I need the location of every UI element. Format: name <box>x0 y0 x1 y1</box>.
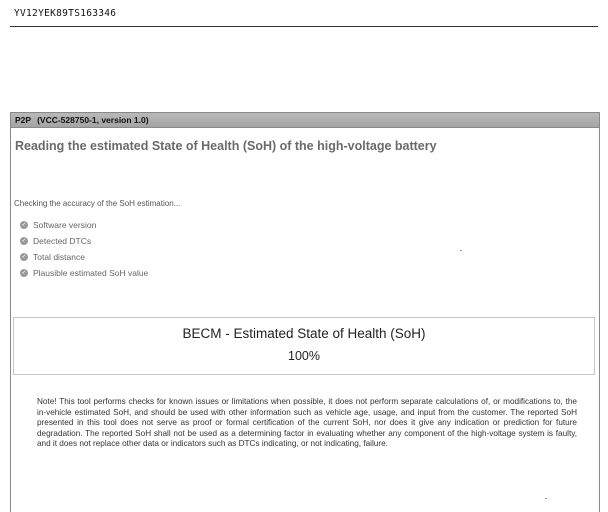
check-circle-icon: ✓ <box>21 238 27 244</box>
check-item <box>20 233 599 249</box>
soh-result-value: 100% <box>288 349 320 363</box>
check-circle-icon: ✓ <box>21 270 27 276</box>
check-item <box>20 265 599 281</box>
soh-result-box <box>13 317 595 375</box>
panel-header-ref: (VCC-528750-1, version 1.0) <box>37 115 149 125</box>
check-item-label: Total distance <box>33 252 85 262</box>
disclaimer-note: Note! This tool performs checks for known issues or limitations when possible, it does not perform separate calculations of, or modifications to, the in-vehicle estimated SoH, and should be used with other information such as vehicle age, usage, and input from the customer. The reported SoH presented in this tool does not serve as proof or formal certification of the current SoH, nor does it give any indication or prediction for future degradation. The reported SoH shall not be used as a determining factor in evaluating whether any component of the high-voltage system is faulty, and it does not replace other data or indicators such as DTCs indicating, or not indicating, failure. <box>37 397 577 449</box>
check-circle-icon: ✓ <box>21 254 27 260</box>
header-rule <box>10 26 598 27</box>
check-circle-icon: ✓ <box>21 222 27 228</box>
check-item <box>20 217 599 233</box>
panel-title: Reading the estimated State of Health (SoH) of the high-voltage battery <box>15 139 437 153</box>
check-item-label: Software version <box>33 220 97 230</box>
soh-result-title: BECM - Estimated State of Health (SoH) <box>182 326 426 341</box>
check-list <box>20 217 599 281</box>
check-item-label: Plausible estimated SoH value <box>33 268 149 278</box>
panel-header <box>11 113 599 128</box>
scan-speck <box>460 250 462 251</box>
vin-number: YV12YEK89TS163346 <box>14 8 117 19</box>
check-item <box>20 249 599 265</box>
scan-speck <box>545 498 547 499</box>
checking-status-text: Checking the accuracy of the SoH estimation... <box>14 199 181 208</box>
soh-report-panel <box>10 112 600 512</box>
panel-header-code: P2P <box>15 115 32 125</box>
check-item-label: Detected DTCs <box>33 236 92 246</box>
